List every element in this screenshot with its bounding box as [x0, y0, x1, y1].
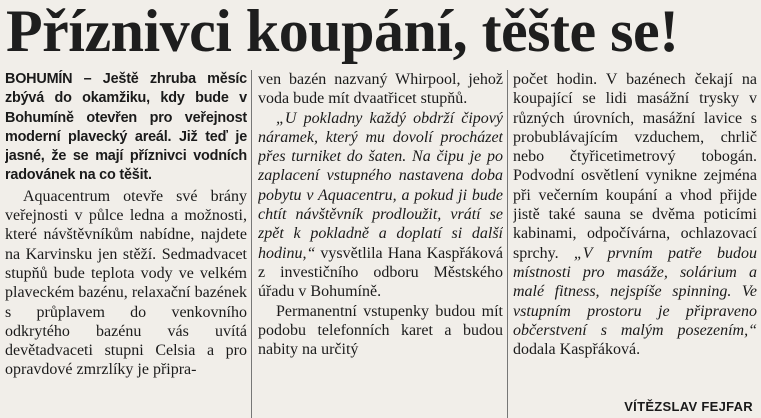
- column-divider: [251, 70, 252, 418]
- headline: Příznivci koupání, těšte se!: [6, 0, 679, 64]
- dateline: BOHUMÍN –: [5, 71, 92, 87]
- body-paragraph: [513, 70, 757, 359]
- attribution-text: vysvětlila Hana Kaspřáková z investičního odboru Městského úřadu v Bohumíně.: [258, 244, 503, 301]
- column-3: [513, 70, 757, 418]
- attribution-text: dodala Kaspřáková.: [513, 341, 641, 359]
- quote-text: „U pokladny každý obdrží čipový náramek, který mu dovolí procházet přes turniket do šaten. Na čipu je po zaplacení vstupného nastavena doba pobytu v Aquacentru, a pokud ji bude chtít návštěvník prodloužit, vrátí se zpět k pokladně a doplatí si další hodinu,“: [258, 109, 503, 262]
- quote-text: „V prvním patře budou místnosti pro masáže, solárium a malé fitness, nejspíše spinning. Ve vstupním prostoru je připraveno občerstvení s malým posezením,“: [513, 244, 757, 339]
- lead-paragraph: [5, 70, 247, 186]
- column-1: [5, 70, 247, 418]
- column-2: [258, 70, 503, 418]
- column-divider: [507, 70, 508, 418]
- body-paragraph: ven bazén nazvaný Whirpool, jehož voda bude mít dvaatřicet stupňů.: [258, 71, 503, 108]
- body-paragraph: Permanentní vstupenky budou mít podobu telefonních karet a budou nabity na určitý: [258, 302, 503, 359]
- body-paragraph: Aquacentrum otevře své brány veřejnosti v půlce ledna a možnosti, které návštěvníkům nabídne, najdete na Karvinsku jen stěží. Sedmadvacet stupňů bude teplota vody ve velkém plaveckém bazénu, relaxační bazének s průplavem do venkovního odkrytého bazénu vás uvítá devětadvaceti stupni Celsia a pro opravdové zmrzlíky je připra-: [5, 187, 247, 379]
- body-text: počet hodin. V bazénech čekají na koupající se lidi masážní trysky v různých úrovních, masážní lavice s probublávajícím vzduchem, chrlič nebo čtyřicetimetrový tobogán. Podvodní osvětlení vynikne zejména při večerním koupání a vhod přijde jistě také sauna se dvěma poticími kabinami, odpočívárna, ochlazovací sprchy.: [513, 71, 757, 262]
- quote-paragraph: [258, 109, 503, 302]
- lead-text: Ještě zhruba měsíc zbývá do okamžiku, kdy bude v Bohumíně otevřen pro veřejnost moderní plavecký areál. Již teď je jasné, že se mají příznivci vodních radovánek na co těšit.: [5, 71, 247, 184]
- byline: VÍTĚZSLAV FEJFAR: [624, 399, 753, 414]
